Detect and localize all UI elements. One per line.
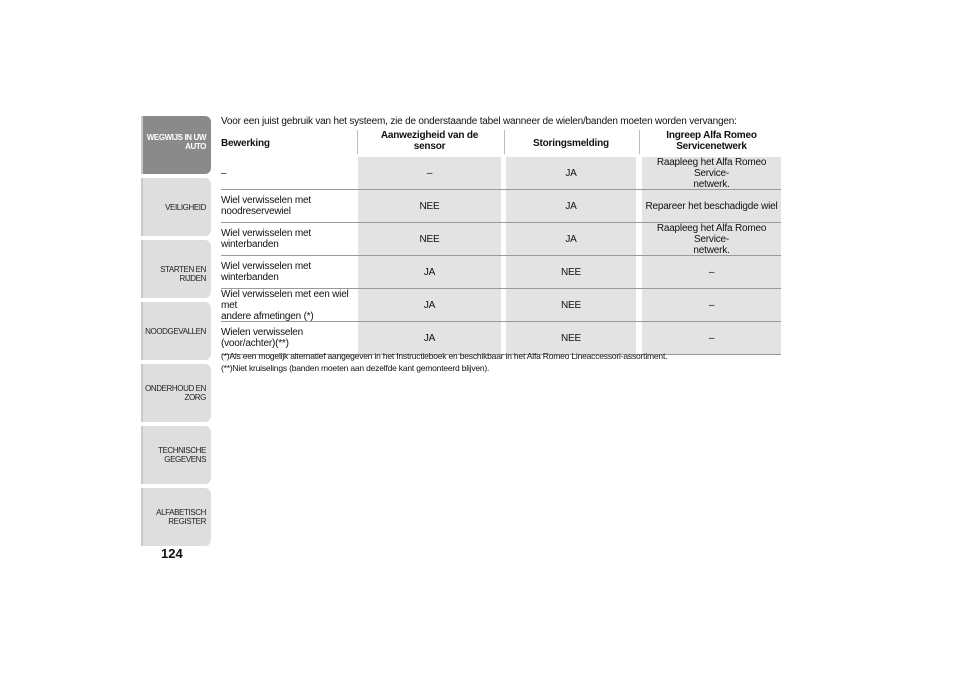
intro-text: Voor een juist gebruik van het systeem, zie de onderstaande tabel wanneer de wielen/banden moeten worden vervangen: [221, 116, 737, 127]
cell-text-line1: – [221, 167, 227, 179]
cell-text-line1: Wiel verwisselen met een wiel met [221, 288, 349, 311]
cell-text-line1: – [708, 332, 715, 344]
cell-bewerking [221, 256, 356, 288]
tab-label-line1: NOODGEVALLEN [145, 327, 206, 336]
cell-text-line1: Raapleeg het Alfa Romeo Service- [656, 156, 767, 179]
cell-ingreep [642, 157, 781, 189]
table-row [221, 190, 781, 223]
cell-storingsmelding: JA [506, 190, 636, 222]
cell-text-line2: winterbanden [221, 272, 279, 283]
tab-label-line2: ZORG [184, 393, 206, 402]
tab-label-line1: TECHNISCHE [157, 446, 206, 455]
cell-sensor: NEE [358, 190, 501, 222]
cell-text-line1: Wielen verwisselen [221, 327, 303, 338]
table-row [221, 289, 781, 322]
tab-starten-en-rijden[interactable] [141, 240, 211, 298]
tab-label-line2: GEGEVENS [164, 455, 206, 464]
tab-label-line1: STARTEN EN RIJDEN [160, 265, 206, 283]
cell-ingreep [642, 190, 781, 222]
cell-text-line1: – [708, 299, 715, 311]
cell-text-line2: netwerk. [693, 244, 730, 256]
cell-sensor: NEE [358, 223, 501, 255]
tab-alfabetisch-register[interactable] [141, 488, 211, 546]
footnote-1: (*)Als een mogelijk alternatief aangegeven in het Instructieboek en beschikbaar in het Alfa Romeo Lineaccessori-assortiment. [221, 351, 668, 361]
table-row [221, 256, 781, 289]
table-header [221, 130, 781, 157]
header-ingreep-line2: Servicenetwerk [676, 141, 747, 152]
header-storingsmelding: Storingsmelding [533, 138, 609, 149]
cell-bewerking [221, 190, 356, 222]
tab-label-line1: ALFABETISCH [156, 508, 206, 517]
cell-storingsmelding: NEE [506, 322, 636, 354]
cell-sensor: JA [358, 322, 501, 354]
header-sensor [358, 130, 501, 152]
cell-sensor: JA [358, 256, 501, 288]
page-number: 124 [161, 546, 183, 561]
table-row [221, 157, 781, 190]
cell-text-line2: noodreservewiel [221, 206, 291, 217]
tab-veiligheid[interactable] [141, 178, 211, 236]
header-divider [639, 130, 640, 154]
cell-text-line2: andere afmetingen (*) [221, 310, 314, 322]
header-ingreep-line1: Ingreep Alfa Romeo [666, 130, 757, 141]
tab-onderhoud-en-zorg[interactable] [141, 364, 211, 422]
tab-noodgevallen[interactable] [141, 302, 211, 360]
table-row [221, 223, 781, 256]
cell-sensor: JA [358, 289, 501, 321]
header-sensor-line1: Aanwezigheid van de [380, 130, 479, 141]
cell-bewerking [221, 322, 356, 354]
cell-text-line1: Repareer het beschadigde wiel [645, 200, 778, 212]
cell-bewerking [221, 289, 356, 321]
cell-bewerking [221, 223, 356, 255]
cell-text-line1: Wiel verwisselen met [221, 195, 311, 206]
cell-text-line2: winterbanden [221, 239, 279, 250]
header-bewerking: Bewerking [221, 138, 270, 149]
cell-text-line2: (voor/achter)(**) [221, 338, 289, 349]
cell-bewerking [221, 157, 356, 189]
header-ingreep [642, 130, 781, 152]
cell-storingsmelding: JA [506, 157, 636, 189]
cell-text-line2: netwerk. [693, 178, 730, 190]
cell-ingreep [642, 223, 781, 255]
cell-sensor: – [358, 157, 501, 189]
cell-ingreep [642, 322, 781, 354]
tab-label-line2: AUTO [185, 142, 206, 151]
tab-label-line1: VEILIGHEID [165, 203, 206, 212]
tab-wegwijs-in-uw-auto[interactable] [141, 116, 211, 174]
header-divider [504, 130, 505, 154]
header-sensor-line2: sensor [413, 141, 446, 152]
cell-text-line1: Wiel verwisselen met [221, 261, 311, 272]
cell-storingsmelding: NEE [506, 256, 636, 288]
cell-text-line1: Raapleeg het Alfa Romeo Service- [656, 222, 767, 245]
tab-label-line1: ONDERHOUD EN [145, 384, 206, 393]
footnote-2: (**)Niet kruiselings (banden moeten aan dezelfde kant gemonteerd blijven). [221, 363, 490, 373]
tab-label-line1: WEGWIJS IN UW [146, 133, 206, 142]
cell-ingreep [642, 289, 781, 321]
cell-storingsmelding: JA [506, 223, 636, 255]
cell-ingreep [642, 256, 781, 288]
tab-label-line2: REGISTER [168, 517, 206, 526]
tyre-replacement-table [221, 130, 781, 355]
cell-text-line1: Wiel verwisselen met [221, 228, 311, 239]
cell-text-line1: – [708, 266, 715, 278]
tab-technische-gegevens[interactable] [141, 426, 211, 484]
cell-storingsmelding: NEE [506, 289, 636, 321]
